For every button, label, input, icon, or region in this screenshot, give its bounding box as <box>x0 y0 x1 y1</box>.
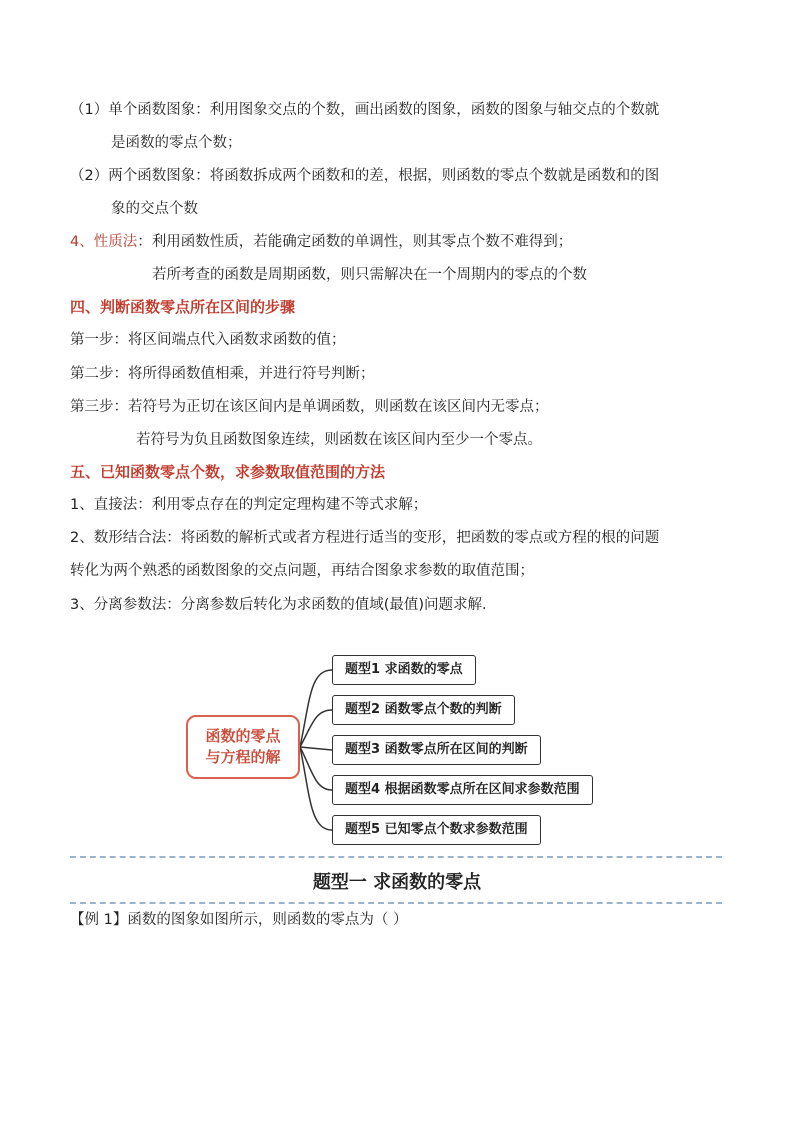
divider-bottom <box>70 902 722 904</box>
mindmap-center-line2: 与方程的解 <box>205 748 281 766</box>
mindmap-center-line1: 函数的零点 <box>205 727 281 745</box>
example-1: 【例 1】函数的图象如图所示，则函数的零点为（ ） <box>70 912 408 928</box>
mindmap-node-3: 题型3 函数零点所在区间的判断 <box>332 735 541 765</box>
mindmap-center <box>186 715 300 779</box>
heading-5: 五、已知函数零点个数，求参数取值范围的方法 <box>70 463 386 481</box>
method-1-line-a: （1）单个函数图象：利用图象交点的个数，画出函数的图象，函数的图象与轴交点的个数就 <box>70 102 660 118</box>
divider-top <box>70 856 722 858</box>
method-4-continuation: 若所考查的函数是周期函数，则只需解决在一个周期内的零点的个数 <box>152 267 587 283</box>
mindmap-node-4: 题型4 根据函数零点所在区间求参数范围 <box>332 775 593 805</box>
section-title: 题型一 求函数的零点 <box>312 872 482 893</box>
method-4-label: 4、性质法 <box>70 234 138 250</box>
mindmap-node-5: 题型5 已知零点个数求参数范围 <box>332 815 541 845</box>
method-1-line-b: 是函数的零点个数； <box>111 135 242 151</box>
method-2-line-a: （2）两个函数图象：将函数拆成两个函数和的差，根据，则函数的零点个数就是函数和的图 <box>70 168 660 184</box>
step-3: 第三步：若符号为正切在该区间内是单调函数，则函数在该区间内无零点； <box>70 399 549 415</box>
heading-4: 四、判断函数零点所在区间的步骤 <box>70 298 296 316</box>
method-2-line-b: 象的交点个数 <box>111 201 198 217</box>
mindmap-node-2: 题型2 函数零点个数的判断 <box>332 695 515 725</box>
method-4-text: ：利用函数性质，若能确定函数的单调性，则其零点个数不难得到； <box>137 234 573 250</box>
param-method-2-a: 2、数形结合法：将函数的解析式或者方程进行适当的变形，把函数的零点或方程的根的问题 <box>70 530 660 546</box>
step-3-continuation: 若符号为负且函数图象连续，则函数在该区间内至少一个零点。 <box>136 432 542 448</box>
param-method-3: 3、分离参数法：分离参数后转化为求函数的值域(最值)问题求解． <box>70 597 497 613</box>
step-2: 第二步：将所得函数值相乘，并进行符号判断； <box>70 366 375 382</box>
step-1: 第一步：将区间端点代入函数求函数的值； <box>70 332 346 348</box>
param-method-2-b: 转化为两个熟悉的函数图象的交点问题，再结合图象求参数的取值范围； <box>70 563 534 579</box>
mindmap-node-1: 题型1 求函数的零点 <box>332 655 476 685</box>
param-method-1: 1、直接法：利用零点存在的判定定理构建不等式求解； <box>70 497 428 513</box>
